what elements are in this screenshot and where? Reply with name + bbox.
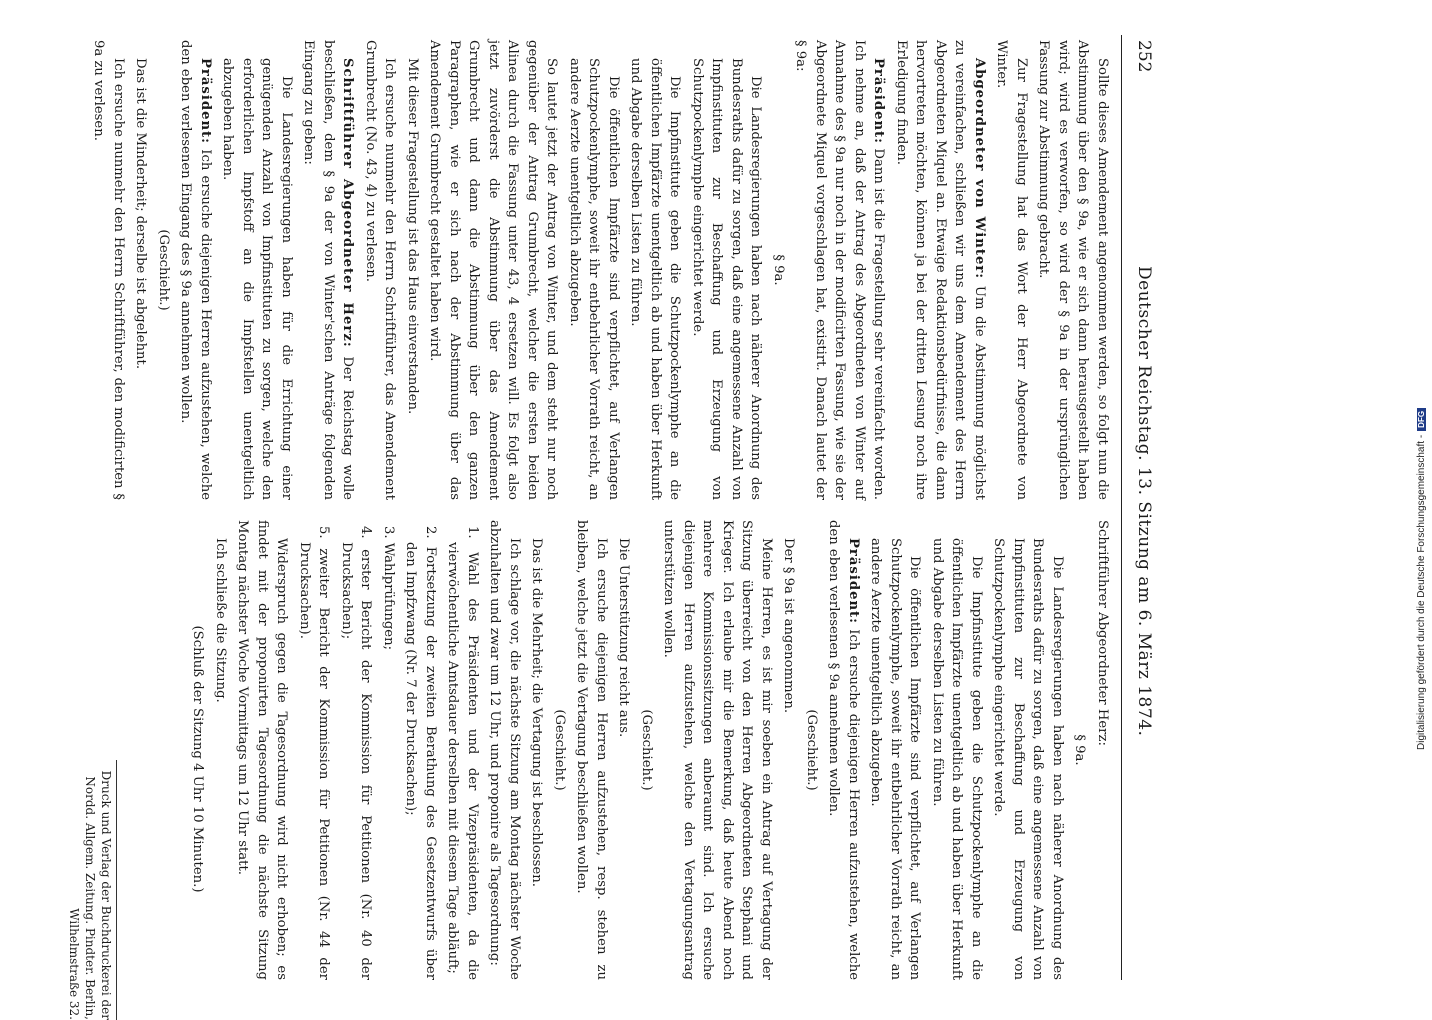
- left-column: [86, 40, 1112, 500]
- paragraph: Ich ersuche nunmehr den Herrn Schriftführer, das Amendement Grumbrecht (No. 43, 4) zu verlesen.: [363, 40, 398, 500]
- speaker-name: Präsident:: [198, 58, 213, 145]
- paragraph: Widerspruch gegen die Tagesordnung wird nicht erhoben; es findet mit der proponirten Tagesordnung die nächste Sitzung Montag nächster Woche Vormittags um 12 Uhr statt.: [235, 520, 290, 980]
- centered-line: § 9a.: [1072, 734, 1088, 766]
- paragraph: Der § 9a ist angenommen.: [781, 538, 797, 714]
- speech-paragraph: [824, 520, 863, 980]
- speech-text: Dann ist die Fragestellung sehr vereinfacht worden. Ich nehme an, daß der Antrag des Abgeordneten von Winter auf Annahme des § 9a nur noch in der modificirten Fassung, wie sie der Abgeordnete Miquel vorgeschlagen hat, existirt. Danach lautet der § 9a:: [793, 40, 887, 500]
- speech-paragraph: [892, 40, 990, 500]
- quoted-paragraph: Die öffentlichen Impfärzte sind verpflichtet, auf Verlangen Schutzpockenlymphe, soweit ihr entbehrlicher Vorrath reicht, an andere Aerzte unentgeltlich abzugeben.: [567, 58, 621, 500]
- paragraph: Meine Herren, es ist mir soeben ein Antrag auf Vertagung der Sitzung überreicht von den Herren Abgeordneten Stephani und Krieger. Ich erlaube mir die Bemerkung, daß heute Abend noch mehrere Kommissionssitzungen anberaumt sind. Ich ersuche diejenigen Herren aufzustehen, welche den Vertagungsantrag unterstützen wollen.: [661, 520, 774, 980]
- paragraph: Das ist die Mehrheit; die Vertagung ist beschlossen.: [529, 538, 545, 887]
- quoted-paragraph: Die Landesregierungen haben nach näherer Anordnung des Bundesraths dafür zu sorgen, daß eine angemessene Anzahl von Impfinstituten zur Beschaffung und Erzeugung von Schutzpockenlymphe eingerichtet werde.: [690, 58, 764, 500]
- session-end: (Schluß der Sitzung 4 Uhr 10 Minuten.): [190, 625, 206, 893]
- speaker-name: Präsident:: [846, 538, 861, 625]
- speech-text: Ich ersuche diejenigen Herren aufzustehen, welche den eben verlesenen Eingang des § 9a annehmen wollen.: [178, 40, 213, 500]
- paragraph: Das ist die Minderheit; derselbe ist abgelehnt.: [133, 58, 149, 370]
- printer-imprint: Druck und Verlag der Buchdruckerei der Nordd. Allgem. Zeitung. Pindter. Berlin, Wilhelmstraße 32.: [66, 760, 117, 1020]
- dfg-logo: DFG: [1417, 408, 1426, 431]
- paragraph: Ich ersuche nunmehr den Herrn Schriftführer, den modificirten § 9a zu verlesen.: [91, 40, 126, 500]
- speech-paragraph: [791, 40, 889, 500]
- speech-paragraph: [176, 40, 215, 500]
- right-column: [185, 520, 1112, 980]
- centered-line: (Geschieht.): [156, 229, 171, 311]
- agenda-item: 2. Fortsetzung der zweiten Berathung des Gesetzentwurfs über den Impfzwang (Nr. 7 der Drucksachen);: [403, 526, 438, 980]
- paragraph: Mit dieser Fragestellung ist das Haus einverstanden.: [405, 58, 420, 415]
- agenda-item: 4. erster Bericht der Kommission für Petitionen (Nr. 40 der Drucksachen);: [339, 526, 374, 980]
- centered-line: (Geschieht.): [804, 709, 819, 791]
- speaker-line: Schriftführer Abgeordneter Herz:: [1095, 520, 1110, 746]
- speech-text: Der Reichstag wolle beschließen, dem § 9a der von Winter'schen Anträge folgenden Eingang zu geben:: [301, 40, 356, 500]
- page-title: Deutscher Reichstag. 13. Sitzung am 6. März 1874.: [1134, 266, 1154, 737]
- paragraph: Die Unterstützung reicht aus.: [616, 538, 632, 738]
- speaker-name: Präsident:: [871, 58, 887, 145]
- speech-text: Ich ersuche diejenigen Herren aufzustehen, welche den eben verlesenen § 9a annehmen wollen.: [826, 520, 861, 980]
- paragraph: Sollte dieses Amendement angenommen werden, so folgt nun die Abstimmung über den § 9a, wie er sich dann herausgestellt haben wird; wird es verworfen, so wird der § 9a in der ursprünglichen Fassung zur Abstimmung gebracht.: [1036, 40, 1110, 500]
- paragraph: Zur Fragestellung hat das Wort der Herr Abgeordnete von Winter.: [994, 40, 1029, 500]
- document-page: [62, 0, 1172, 1020]
- quoted-paragraph: Die Landesregierungen haben für die Errichtung einer genügenden Anzahl von Impfinstituten zu sorgen, welche den erforderlichen Impfstoff an die Impfstellen unentgeltlich abzugeben haben.: [220, 58, 294, 500]
- paragraph: Ich ersuche diejenigen Herren aufzustehen, resp. stehen zu bleiben, welche jetzt die Vertagung beschließen wollen.: [574, 520, 609, 980]
- agenda-item: 1. Wahl des Präsidenten und der Vizepräsidenten, da die vierwöchentliche Amtsdauer derselben mit diesem Tage abläuft;: [445, 526, 480, 980]
- quoted-paragraph: Die Landesregierungen haben nach näherer Anordnung des Bundesraths dafür zu sorgen, daß eine angemessene Anzahl von Impfinstituten zur Beschaffung und Erzeugung von Schutzpockenlymphe eingerichtet werde.: [991, 538, 1065, 980]
- centered-line: (Geschieht.): [552, 709, 567, 791]
- quoted-paragraph: Die Impfinstitute geben die Schutzpockenlymphe an die öffentlichen Impfärzte unentgeltlich ab und haben über Herkunft und Abgabe derselben Listen zu führen.: [628, 58, 683, 500]
- speech-text: Um die Abstimmung möglichst zu vereinfachen, schließen wir uns dem Amendement des Herrn Abgeordneten Miquel an. Etwaige Redaktionsbedürfnisse, die dann hervortreten möchten, können ja bei der dritten Lesung noch ihre Erledigung finden.: [894, 40, 987, 500]
- centered-line: § 9a.: [771, 254, 786, 286]
- paragraph: Ich schließe die Sitzung.: [213, 538, 228, 703]
- digitization-note: [1416, 250, 1427, 750]
- agenda-item: 5. zweiter Bericht der Kommission für Petitionen (Nr. 44 der Drucksachen).: [297, 526, 332, 980]
- centered-line: (Geschieht.): [639, 709, 654, 791]
- paragraph: Ich schlage vor, die nächste Sitzung am Montag nächster Woche abzuhalten und zwar um 12 Uhr, und proponire als Tagesordnung:: [487, 520, 522, 980]
- agenda-item: 3. Wahlprüfungen;: [381, 526, 396, 651]
- quoted-paragraph: Die Impfinstitute geben die Schutzpockenlymphe an die öffentlichen Impfärzte unentgeltlich ab und haben über Herkunft und Abgabe derselben Listen zu führen.: [930, 538, 984, 980]
- page-number: 252: [1134, 40, 1154, 73]
- page-header: [1124, 40, 1164, 960]
- speaker-name: Schriftführer Abgeordneter Herz:: [340, 58, 356, 348]
- header-rule: [1121, 35, 1122, 980]
- speaker-name: Abgeordneter von Winter:: [972, 58, 987, 280]
- paragraph: So lautet jetzt der Antrag von Winter, und dem steht nur noch gegenüber der Antrag Grumbrecht, welcher die ersten beiden Alinea durch die Fassung unter 43, 4 ersetzen will. Es folgt also jetzt zuvörderst die Abstimmung über das Amendement Grumbrecht und dann die Abstimmung über den ganzen Paragraphen, wie er sich nach der Abstimmung über das Amendement Grumbrecht gestaltet haben wird.: [427, 40, 560, 500]
- quoted-paragraph: Die öffentlichen Impfärzte sind verpflichtet, auf Verlangen Schutzpockenlymphe, soweit ihr entbehrlicher Vorrath reicht, an andere Aerzte unentgeltlich abzugeben.: [868, 538, 923, 980]
- digitization-text: Digitalisierung gefördert durch die Deutsche Forschungsgemeinschaft -: [1416, 434, 1427, 750]
- speech-paragraph: [299, 40, 358, 500]
